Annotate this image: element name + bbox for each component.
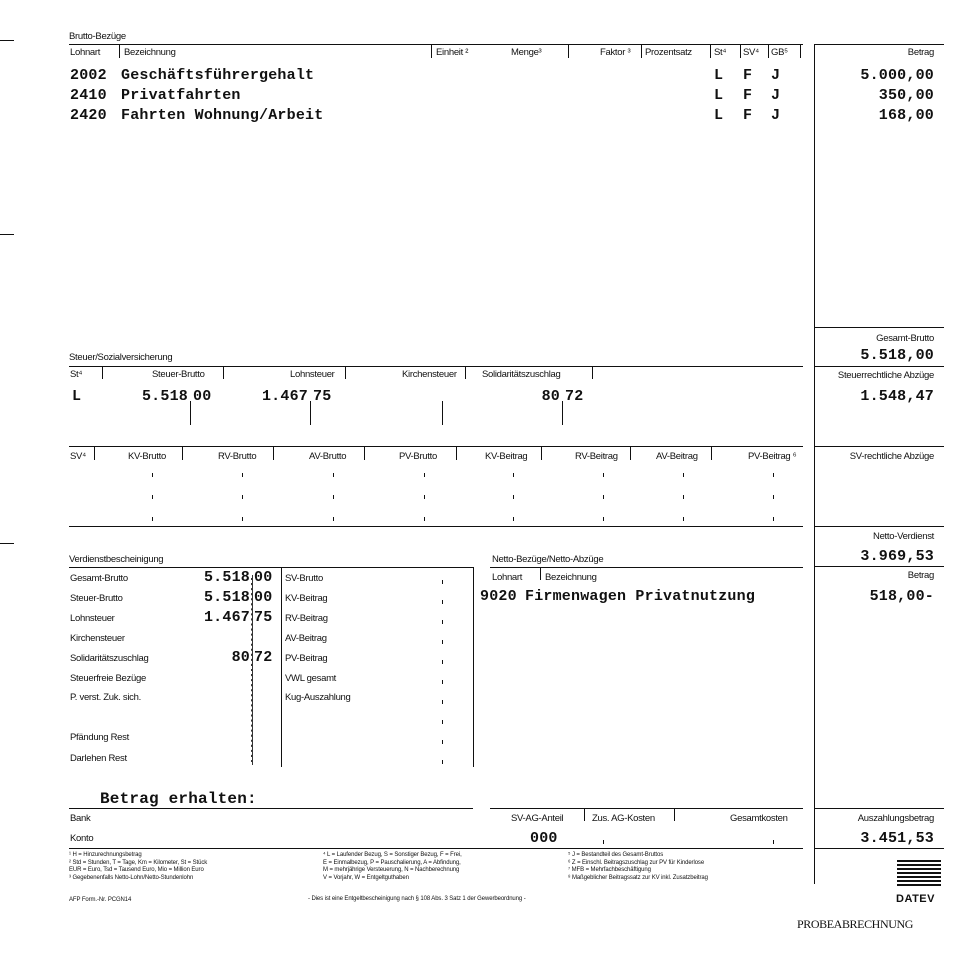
decimal-tick: [310, 401, 311, 425]
divider: [69, 446, 803, 447]
decimal-tick: [683, 473, 684, 477]
row-lohnart: 2420: [70, 107, 107, 124]
header-kv-brutto: KV-Brutto: [128, 451, 166, 462]
header-menge: Menge³: [511, 47, 542, 58]
row-gb: J: [771, 67, 781, 84]
col-sep: [281, 567, 282, 767]
col-sep: [345, 366, 346, 379]
header-gb: GB⁵: [771, 47, 788, 58]
decimal-tick: [442, 720, 443, 724]
col-sep: [473, 567, 474, 767]
verdienst-steuer-brutto-ct: 00: [254, 589, 273, 606]
decimal-tick: [242, 517, 243, 521]
col-sep: [674, 808, 675, 821]
divider: [69, 567, 473, 568]
decimal-tick: [773, 517, 774, 521]
netto-betrag-value: 518,00-: [869, 588, 934, 605]
footnotes-col3: [568, 852, 708, 882]
divider: [814, 446, 944, 447]
decimal-tick: [442, 660, 443, 664]
col-sep: [768, 45, 769, 58]
divider: [814, 526, 944, 527]
header-pv-beitrag: PV-Beitrag ⁶: [748, 451, 797, 462]
decimal-tick: [442, 620, 443, 624]
footnote: EUR = Euro, Tsd = Tausend Euro, Mio = Million Euro: [69, 867, 204, 874]
col-sep: [223, 366, 224, 379]
col-sep: [273, 447, 274, 460]
header-st: St⁴: [714, 47, 727, 58]
footnote: ⁴ L = Laufender Bezug, S = Sonstiger Bezug, F = Frei,: [323, 852, 462, 858]
right-column-border: [814, 44, 815, 884]
netto-verdienst-value: 3.969,53: [860, 548, 934, 565]
steuer-st: L: [72, 388, 82, 405]
row-bezeichnung: Fahrten Wohnung/Arbeit: [121, 107, 324, 124]
decimal-tick: [333, 495, 334, 499]
col-sep: [182, 447, 183, 460]
col-sep: [102, 366, 103, 379]
header-kv-beitrag: KV-Beitrag: [485, 451, 528, 462]
col-sep: [592, 366, 593, 379]
header-kirchensteuer: Kirchensteuer: [402, 369, 457, 380]
verdienst-label: Pfändung Rest: [70, 732, 129, 743]
decimal-tick: [773, 840, 774, 844]
row-gb: J: [771, 107, 781, 124]
decimal-tick: [513, 517, 514, 521]
datev-logo: DATEV: [896, 893, 935, 905]
netto-lohnart-label: Lohnart: [492, 572, 523, 583]
row-betrag: 5.000,00: [860, 67, 934, 84]
header-soli: Solidaritätszuschlag: [482, 369, 561, 380]
netto-row-bezeichnung: Firmenwagen Privatnutzung: [525, 588, 756, 605]
header-lohnsteuer: Lohnsteuer: [290, 369, 335, 380]
divider: [490, 567, 803, 568]
decimal-tick: [442, 640, 443, 644]
divider: [814, 566, 944, 567]
decimal-tick: [603, 495, 604, 499]
row-betrag: 168,00: [878, 107, 934, 124]
header-av-brutto: AV-Brutto: [309, 451, 347, 462]
konto-label: Konto: [70, 833, 94, 844]
section-title-brutto: Brutto-Bezüge: [69, 31, 126, 42]
col-sep: [711, 447, 712, 460]
verdienst-label: Lohnsteuer: [70, 613, 115, 624]
steuer-abzuege-label: Steuerrechtliche Abzüge: [837, 370, 934, 381]
decimal-tick: [562, 401, 563, 425]
footnote: E = Einmalbezug, P = Pauschalierung, A = Abfindung,: [323, 859, 461, 866]
row-sv: F: [743, 107, 753, 124]
decimal-tick: [603, 517, 604, 521]
col-sep: [641, 45, 642, 58]
row-st: L: [714, 107, 724, 124]
section-title-steuer: Steuer/Sozialversicherung: [69, 352, 173, 363]
decimal-tick: [152, 517, 153, 521]
row-lohnart: 2410: [70, 87, 107, 104]
footnote: ¹ H = Hinzurechnungsbetrag: [69, 852, 142, 858]
probeabrechnung: PROBEABRECHNUNG: [797, 917, 914, 931]
verdienst-steuer-brutto: 5.518: [203, 589, 250, 606]
col-sep: [456, 447, 457, 460]
verdienst-lohnsteuer: 1.467: [203, 609, 250, 626]
decimal-tick: [603, 840, 604, 844]
verdienst-gesamt-brutto-ct: 00: [254, 569, 273, 586]
footnotes-col2: [323, 852, 462, 882]
col-sep: [568, 45, 569, 58]
decimal-tick: [442, 760, 443, 764]
verdienst-label: Steuerfreie Bezüge: [70, 673, 146, 684]
netto-verdienst-label: Netto-Verdienst: [873, 531, 934, 542]
section-title-verdienst: Verdienstbescheinigung: [69, 554, 164, 565]
header-einheit: Einheit ²: [436, 47, 469, 58]
decimal-tick: [242, 473, 243, 477]
header-lohnart: Lohnart: [70, 47, 101, 58]
divider: [814, 44, 944, 45]
footnote: ⁷ MFB = Mehrfachbeschäftigung: [568, 867, 651, 874]
gesamt-brutto-label: Gesamt-Brutto: [876, 333, 934, 344]
decimal-tick: [424, 517, 425, 521]
netto-bezeichnung-label: Bezeichnung: [545, 572, 597, 583]
header-pv-brutto: PV-Brutto: [399, 451, 437, 462]
row-sv: F: [743, 87, 753, 104]
divider: [69, 366, 803, 367]
mid-label: KV-Beitrag: [285, 593, 328, 604]
verdienst-label: P. verst. Zuk. sich.: [70, 692, 141, 703]
decimal-tick: [424, 473, 425, 477]
decimal-tick: [242, 495, 243, 499]
decimal-tick: [513, 495, 514, 499]
footnote: ⁸ Maßgeblicher Beitragssatz zur KV inkl. Zusatzbeitrag: [568, 874, 708, 881]
entgelt-note: - Dies ist eine Entgeltbescheinigung nach § 108 Abs. 3 Satz 1 der Gewerbeordnung -: [308, 896, 526, 902]
footnote: M = mehrjährige Versteuerung, N = Nachberechnung: [323, 867, 460, 874]
col-sep: [740, 45, 741, 58]
verdienst-gesamt-brutto: 5.518: [203, 569, 250, 586]
header-st: St⁴: [70, 369, 83, 380]
decimal-tick: [442, 600, 443, 604]
sv-abzuege-label: SV-rechtliche Abzüge: [849, 451, 934, 462]
margin-mark: [0, 543, 14, 544]
col-sep: [465, 366, 466, 379]
footnote: ⁶ Z = Einschl. Beitragszuschlag zur PV für Kinderlose: [568, 859, 705, 866]
divider: [69, 526, 803, 527]
margin-mark: [0, 234, 14, 235]
verdienst-label: Solidaritätszuschlag: [70, 653, 149, 664]
col-sep: [584, 808, 585, 821]
col-sep: [800, 45, 801, 58]
header-av-beitrag: AV-Beitrag: [656, 451, 698, 462]
auszahlung-label: Auszahlungsbetrag: [857, 813, 934, 824]
decimal-tick: [424, 495, 425, 499]
mid-label: RV-Beitrag: [285, 613, 328, 624]
divider: [814, 808, 944, 809]
decimal-tick: [773, 495, 774, 499]
bank-label: Bank: [70, 813, 91, 824]
mid-label: PV-Beitrag: [285, 653, 328, 664]
mid-label: VWL gesamt: [285, 673, 337, 684]
decimal-tick: [152, 495, 153, 499]
col-sep: [94, 447, 95, 460]
header-betrag: Betrag: [907, 47, 934, 58]
header-faktor: Faktor ³: [600, 47, 631, 58]
zus-ag-kosten-label: Zus. AG-Kosten: [592, 813, 655, 824]
footnotes-col1: [69, 852, 207, 882]
lohnsteuer-cents: 75: [313, 388, 332, 405]
steuer-abzuege-value: 1.548,47: [860, 388, 934, 405]
row-lohnart: 2002: [70, 67, 107, 84]
divider: [814, 327, 944, 328]
decimal-tick: [190, 401, 191, 425]
netto-betrag-label: Betrag: [907, 570, 934, 581]
verdienst-label: Darlehen Rest: [70, 753, 127, 764]
divider: [490, 808, 803, 809]
row-betrag: 350,00: [878, 87, 934, 104]
decimal-tick: [333, 473, 334, 477]
decimal-tick: [773, 473, 774, 477]
footnote: ⁵ J = Bestandteil des Gesamt-Bruttos: [568, 852, 664, 858]
header-sv: SV⁴: [743, 47, 759, 58]
decimal-tick: [683, 495, 684, 499]
decimal-tick: [513, 473, 514, 477]
divider: [814, 848, 944, 849]
row-st: L: [714, 67, 724, 84]
decimal-tick: [683, 517, 684, 521]
mid-label: Kug-Auszahlung: [285, 692, 351, 703]
lohnsteuer-value: 1.467: [261, 388, 308, 405]
verdienst-lohnsteuer-ct: 75: [254, 609, 273, 626]
verdienst-soli: 80: [231, 649, 250, 666]
col-sep: [541, 447, 542, 460]
auszahlung-value: 3.451,53: [860, 830, 934, 847]
decimal-tick: [442, 580, 443, 584]
decimal-tick: [442, 401, 443, 425]
sv-ag-anteil-label: SV-AG-Anteil: [511, 813, 564, 824]
section-title-netto: Netto-Bezüge/Netto-Abzüge: [492, 554, 604, 565]
footnote: V = Vorjahr, W = Entgeltguthaben: [323, 874, 409, 881]
divider: [69, 44, 803, 45]
col-sep: [710, 45, 711, 58]
row-sv: F: [743, 67, 753, 84]
header-steuer-brutto: Steuer-Brutto: [152, 369, 205, 380]
col-sep: [630, 447, 631, 460]
row-st: L: [714, 87, 724, 104]
footnote: ³ Gegebenenfalls Netto-Lohn/Netto-Stundenlohn: [69, 874, 194, 881]
gesamtkosten-label: Gesamtkosten: [730, 813, 788, 824]
col-sep: [364, 447, 365, 460]
decimal-tick: [152, 473, 153, 477]
form-number: AFP Form.-Nr. PCGN14: [69, 897, 132, 903]
verdienst-soli-ct: 72: [254, 649, 273, 666]
row-bezeichnung: Privatfahrten: [121, 87, 241, 104]
divider: [69, 848, 803, 849]
mid-label: AV-Beitrag: [285, 633, 327, 644]
divider: [69, 808, 473, 809]
verdienst-label: Steuer-Brutto: [70, 593, 123, 604]
decimal-tick: [442, 680, 443, 684]
divider: [814, 366, 944, 367]
decimal-line: [251, 575, 253, 765]
gesamt-brutto-value: 5.518,00: [860, 347, 934, 364]
header-prozentsatz: Prozentsatz: [645, 47, 692, 58]
col-sep: [119, 45, 120, 58]
decimal-tick: [603, 473, 604, 477]
decimal-tick: [442, 700, 443, 704]
mid-label: SV-Brutto: [285, 573, 323, 584]
soli-value: 80: [541, 388, 560, 405]
steuer-brutto-cents: 00: [193, 388, 212, 405]
row-gb: J: [771, 87, 781, 104]
header-sv: SV⁴: [70, 451, 86, 462]
verdienst-label: Gesamt-Brutto: [70, 573, 128, 584]
header-bezeichnung: Bezeichnung: [124, 47, 176, 58]
col-sep: [540, 567, 541, 580]
header-rv-beitrag: RV-Beitrag: [575, 451, 618, 462]
footnote: ² Std = Stunden, T = Tage, Km = Kilometer, St = Stück: [69, 859, 208, 866]
row-bezeichnung: Geschäftsführergehalt: [121, 67, 315, 84]
col-sep: [431, 45, 432, 58]
margin-mark: [0, 40, 14, 41]
datev-logo-icon: [897, 860, 941, 886]
betrag-erhalten: Betrag erhalten:: [100, 790, 257, 808]
netto-row-lohnart: 9020: [480, 588, 517, 605]
sv-ag-value: 000: [530, 830, 558, 847]
verdienst-label: Kirchensteuer: [70, 633, 125, 644]
header-rv-brutto: RV-Brutto: [218, 451, 257, 462]
decimal-tick: [442, 740, 443, 744]
soli-cents: 72: [565, 388, 584, 405]
steuer-brutto-value: 5.518: [141, 388, 188, 405]
decimal-tick: [333, 517, 334, 521]
